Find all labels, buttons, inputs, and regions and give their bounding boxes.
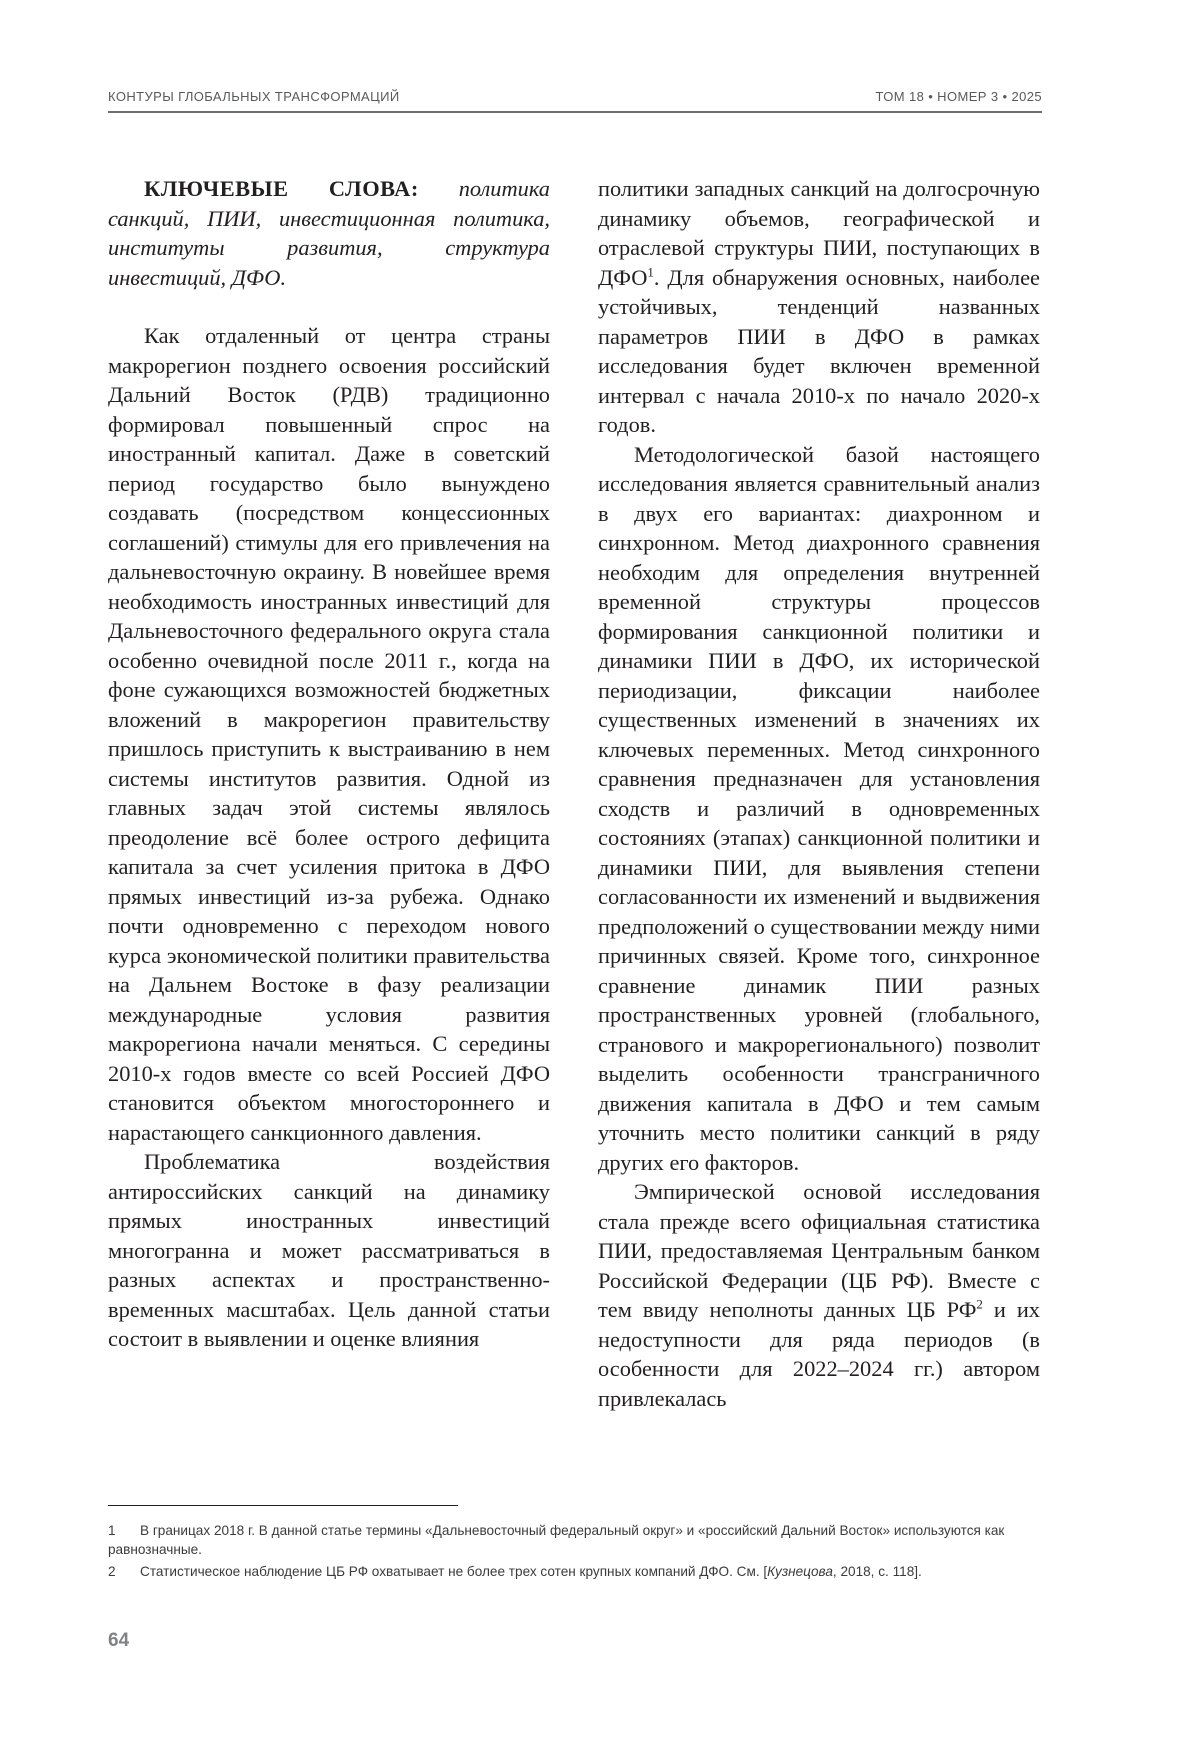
- keywords-text: политика санкций, ПИИ, инвестиционная политика, институты развития, структура инвестиций, ДФО.: [108, 176, 550, 290]
- footnote-number: 2: [108, 1564, 116, 1579]
- paragraph: Проблематика воздействия антироссийских санкций на динамику прямых иностранных инвестиций многогранна и может рассматриваться в разных аспектах и пространственно-временных масштабах. Цель данной статьи состоит в выявлении и оценке влияния: [108, 1149, 550, 1351]
- paragraph: Как отдаленный от центра страны макрорегион позднего освоения российский Дальний Восток (РДВ) традиционно формировал повышенный спрос на иностранный капитал. Даже в советский период государство было вынуждено создавать (посредством концессионных соглашений) стимулы для его привлечения на дальневосточную окраину. В новейшее время необходимость иностранных инвестиций для Дальневосточного федерального округа стала особенно очевидной после 2011 г., когда на фоне сужающихся возможностей бюджетных вложений в макрорегион правительству пришлось приступить к выстраиванию в нем системы институтов развития. Одной из главных задач этой системы являлось преодоление всё более острого дефицита капитала за счет усиления притока в ДФО прямых инвестиций из-за рубежа. Однако почти одновременно с переходом нового курса экономической политики правительства на Дальнем Востоке в фазу реализации международные условия развития макрорегиона начали меняться. С середины 2010-х годов вместе со всей Россией ДФО становится объектом многостороннего и нарастающего санкционного давления.: [108, 323, 550, 1145]
- paragraph-text: . Для обнаружения основных, наиболее устойчивых, тенденций названных параметров ПИИ в ДФО в рамках исследования будет включен временной интервал с начала 2010-х по начало 2020-х годов.: [598, 264, 1040, 437]
- footnotes: [108, 1521, 1042, 1584]
- paragraph: [598, 1177, 1040, 1413]
- paragraph-text: Эмпирической основой исследования стала прежде всего официальная статистика ПИИ, предоставляемая Центральным банком Российской Федерации (ЦБ РФ). Вместе с тем ввиду неполноты данных ЦБ РФ: [598, 1179, 1040, 1322]
- footnote-text: Статистическое наблюдение ЦБ РФ охватывает не более трех сотен крупных компаний ДФО. См. [: [140, 1564, 768, 1579]
- keywords: [108, 174, 550, 292]
- paragraph-text: и их недоступности для ряда периодов (в особенности для 2022–2024 гг.) автором привлекалась: [598, 1297, 1041, 1411]
- page-number: 64: [108, 1630, 130, 1651]
- footnote-divider: [108, 1505, 458, 1506]
- paragraph: [598, 174, 1040, 440]
- paragraph: Методологической базой настоящего исследования является сравнительный анализ в двух его вариантах: диахронном и синхронном. Метод диахронного сравнения необходим для определения внутренней временной структуры процессов формирования санкционной политики и динамики ПИИ в ДФО, их исторической периодизации, фиксации наиболее существенных изменений в значениях их ключевых переменных. Метод синхронного сравнения предназначен для установления сходств и различий в одновременных состояниях (этапах) санкционной политики и динамики ПИИ, для выявления степени согласованности их изменений и выдвижения предположений о существовании между ними причинных связей. Кроме того, синхронное сравнение динамик ПИИ разных пространственных уровней (глобального, странового и макрорегионального) позволит выделить особенности трансграничного движения капитала в ДФО и тем самым уточнить место политики санкций в ряду других его факторов.: [598, 441, 1040, 1175]
- footnote-text: В границах 2018 г. В данной статье термины «Дальневосточный федеральный округ» и «российский Дальний Восток» используются как равнозначные.: [108, 1523, 1005, 1557]
- left-column: [108, 174, 550, 1354]
- issue-info: ТОМ 18 • НОМЕР 3 • 2025: [875, 89, 1042, 104]
- footnote: [108, 1562, 1042, 1581]
- footnote: [108, 1521, 1042, 1559]
- journal-title: КОНТУРЫ ГЛОБАЛЬНЫХ ТРАНСФОРМАЦИЙ: [108, 89, 400, 104]
- footnote-ref: 2: [976, 1296, 983, 1312]
- paragraph-text: политики западных санкций на долгосрочную динамику объемов, географической и отраслевой структуры ПИИ, поступающих в ДФО: [598, 176, 1040, 290]
- keywords-label: КЛЮЧЕВЫЕ СЛОВА:: [144, 176, 419, 201]
- footnote-number: 1: [108, 1523, 116, 1538]
- footnote-text: , 2018, с. 118].: [832, 1564, 922, 1579]
- running-header: [108, 87, 1042, 113]
- footnote-ref: 1: [647, 264, 654, 280]
- footnote-source: Кузнецова: [767, 1564, 833, 1579]
- right-column: [598, 174, 1040, 1413]
